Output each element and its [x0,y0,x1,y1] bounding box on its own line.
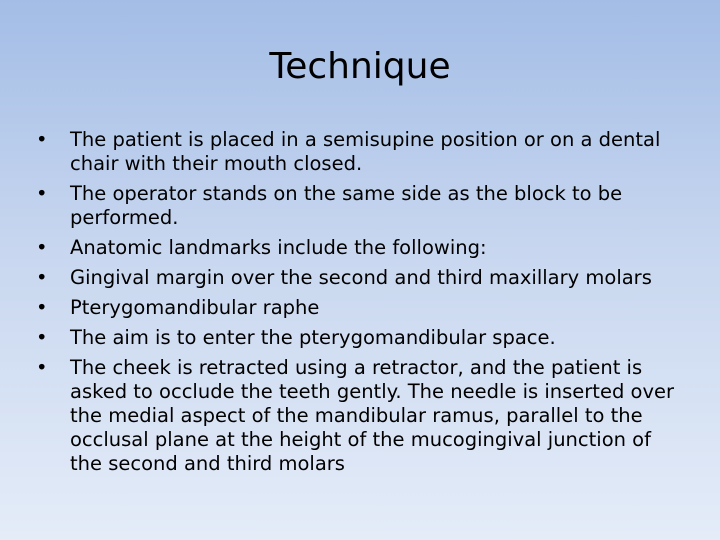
bullet-text: The aim is to enter the pterygomandibular space. [70,326,556,349]
slide-title: Technique [269,46,451,87]
bullet-dot-icon: • [36,296,48,319]
bullet-text: Pterygomandibular raphe [70,296,320,319]
bullet-item [36,326,686,350]
bullet-text: The operator stands on the same side as the block to be performed. [70,182,623,229]
bullet-item [36,128,686,176]
bullet-dot-icon: • [36,128,48,151]
bullet-text: The cheek is retracted using a retractor, and the patient is asked to occlude the teeth gently. The needle is inserted over the medial aspect of the mandibular ramus, parallel to the occlusal plane at the height of the mucogingival junction of the second and third molars [70,356,675,475]
bullet-dot-icon: • [36,326,48,349]
bullet-text: Anatomic landmarks include the following: [70,236,487,259]
bullet-dot-icon: • [36,236,48,259]
bullet-item [36,236,686,260]
bullet-list [36,128,686,482]
bullet-dot-icon: • [36,356,48,379]
bullet-item [36,182,686,230]
bullet-text: Gingival margin over the second and third maxillary molars [70,266,652,289]
bullet-item [36,266,686,290]
bullet-item [36,296,686,320]
bullet-text: The patient is placed in a semisupine position or on a dental chair with their mouth closed. [70,128,661,175]
bullet-item [36,356,686,476]
bullet-dot-icon: • [36,266,48,289]
bullet-dot-icon: • [36,182,48,205]
